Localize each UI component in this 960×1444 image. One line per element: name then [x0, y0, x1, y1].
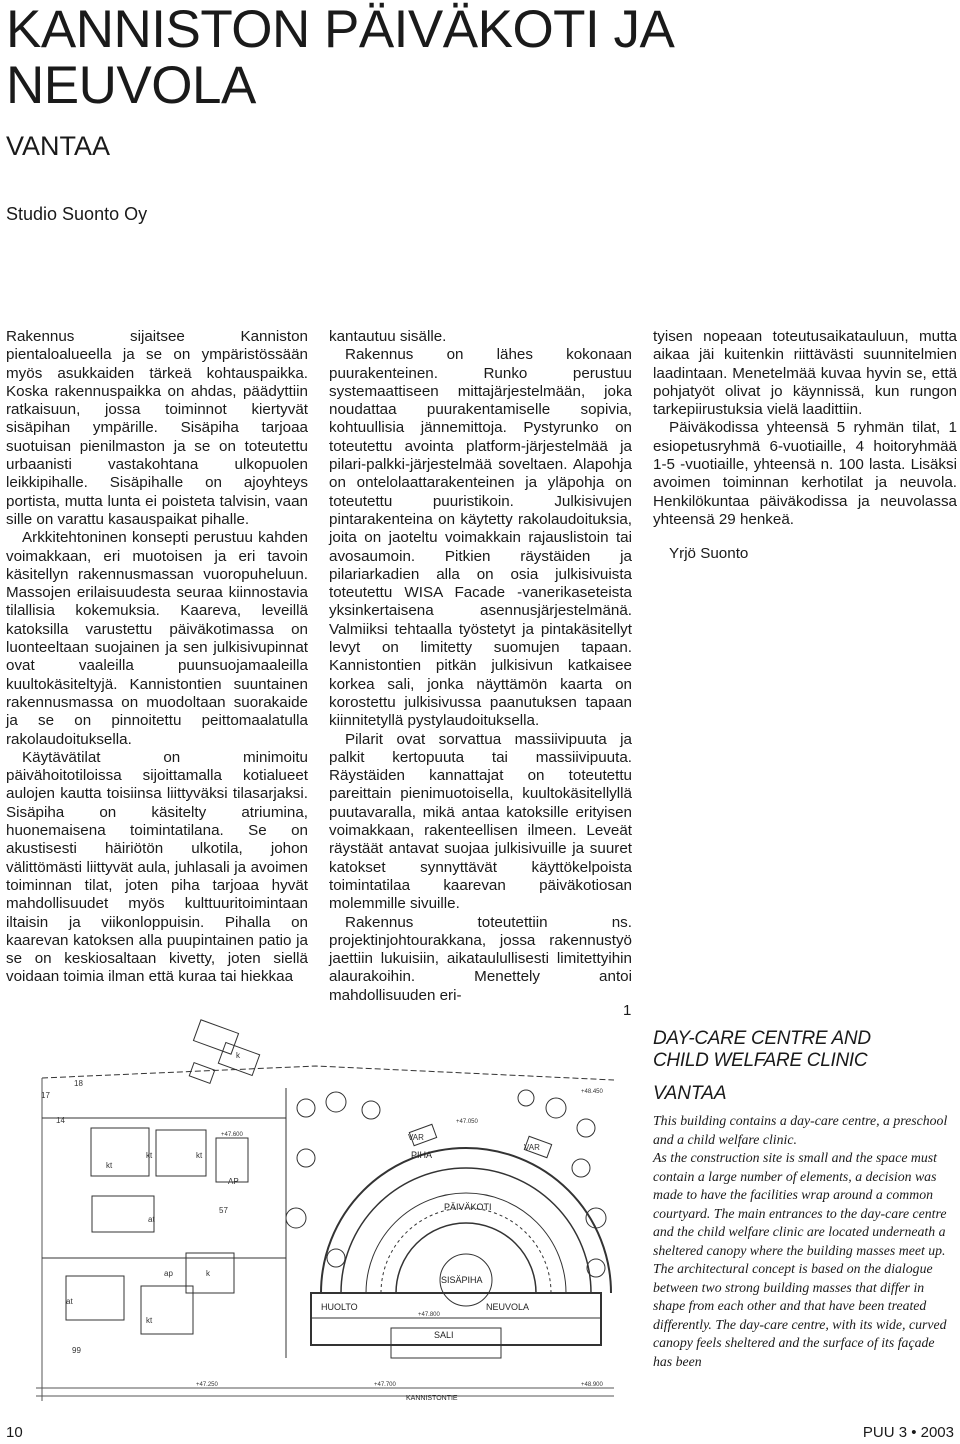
- title-line-1: KANNISTON PÄIVÄKOTI JA: [6, 0, 675, 59]
- site-plan-drawing: [36, 1018, 614, 1401]
- paragraph: Rakennus sijaitsee Kanniston pientaloalueella ja se on ympäristössään myös asukkaiden tärkeä kohtauspaikka. Koska rakennuspaikka on ahdas, päädyttiin ratkaisuun, jossa toiminnot kiertyvät sisäpihan ympärille. Sisäpiha tarjoaa suotuisan pienilmaston ja se on toteutettu urbaanisti vastakohtana ulkopuolen leikkipihalle. Sisäpihalle on ajoyhteys portista, mutta lunta ei poisteta talvisin, vaan sille on varattu kasauspaikat pihalle.: [6, 328, 308, 528]
- room-label: kt: [146, 1151, 153, 1160]
- room-label: kt: [196, 1151, 203, 1160]
- room-label: VAR: [408, 1133, 424, 1142]
- room-label: kt: [146, 1316, 153, 1325]
- plot-number: 14: [56, 1116, 65, 1125]
- paragraph: tyisen nopeaan toteutusaikatauluun, mutta aikaa jäi kuitenkin riittävästi suunnitelmien laadintaan. Menetelmää kuvaa hyvin se, että pohjatyöt olivat jo käynnissä, kun rungon tarkepiirustuksia vielä laadittiin.: [653, 328, 957, 419]
- level-label: +47.250: [196, 1382, 218, 1388]
- english-city: VANTAA: [653, 1083, 727, 1104]
- title-line-2: NEUVOLA: [6, 56, 256, 115]
- room-label: k: [236, 1051, 240, 1060]
- plot-number: 17: [41, 1091, 50, 1100]
- room-label: VAR: [524, 1143, 540, 1152]
- english-title-line-2: CHILD WELFARE CLINIC: [653, 1050, 868, 1071]
- plot-number: 99: [72, 1346, 81, 1355]
- level-label: +47.800: [418, 1312, 440, 1318]
- figure-number: 1: [623, 1002, 632, 1019]
- level-label: +47.050: [456, 1119, 478, 1125]
- street-label: KANNISTONTIE: [406, 1395, 458, 1401]
- article-column-2: [329, 328, 632, 1005]
- room-label: kt: [106, 1161, 113, 1170]
- level-label: +48.450: [581, 1089, 603, 1095]
- paragraph: Käytävätilat on minimoitu päivähoitotiloissa sijoittamalla kotialueet aulojen kautta toisiinsa liittyväksi tilasarjaksi. Sisäpiha on käsitelty atriumina, huonemaisena toimintatilana. Se on akustisesti häiriötön ulkotila, johon välittömästi liittyvät aula, juhlasali ja avoimen toiminnan tilat, joten piha tarjoaa hyvät mahdollisuudet myös kulttuuritoimintaan iltaisin ja viikonloppuisin. Pihalla on kaarevan katoksen alla puupintainen patio ja se on keskiosaltaan kivetty, joten siellä voidaan toimia ilman että kuraa tai hiekkaa: [6, 748, 308, 986]
- area-label-piha: PIHA: [411, 1150, 433, 1160]
- level-label: +47.600: [221, 1132, 243, 1138]
- article-column-1: [6, 328, 308, 987]
- english-paragraph: This building contains a day-care centre, a preschool and a child welfare clinic.: [653, 1113, 948, 1147]
- room-label: ap: [164, 1269, 173, 1278]
- paragraph: Päiväkodissa yhteensä 5 ryhmän tilat, 1 esiopetusryhmä 6-vuotiaille, 4 hoitoryhmää 1-5 -vuotiaille, yhteensä n. 100 lasta. Lisäksi avoimen toiminnan kerhotilat ja neuvola. Henkilökuntaa päiväkodissa ja neuvolassa yhteensä 29 henkeä.: [653, 419, 957, 528]
- city-subtitle: VANTAA: [6, 131, 111, 161]
- level-label: +48.900: [581, 1382, 603, 1388]
- paragraph: kantautuu sisälle.: [329, 328, 447, 345]
- article-column-3: [653, 328, 957, 564]
- area-label-sali: SALI: [434, 1330, 454, 1340]
- page-number: 10: [6, 1424, 23, 1441]
- room-label: at: [148, 1215, 155, 1224]
- paragraph: Arkkitehtoninen konsepti perustuu kahden voimakkaan, eri muotoisen ja eri tavoin käsitellyn rakennusmassan vuoropuheluun. Massojen erilaisuudesta seuraa kiinnostavia tilallisia kokemuksia. Kaareva, leveillä katoksilla varustettu päiväkotimassa on luonteeltaan suojainen ja sen julkisivupinnat ovat vaaleilla puunsuojamaaleilla kuultokäsiteltyjä. Kannistontien suuntainen rakennusmassa on muodoltaan suorakaide ja se on pinnoitettu peittomaalatulla rakolaudoituksella.: [6, 529, 308, 748]
- area-label-huolto: HUOLTO: [321, 1302, 358, 1312]
- author-signature: Yrjö Suonto: [669, 545, 749, 563]
- page-title: [6, 2, 906, 114]
- area-label-neuvola: NEUVOLA: [486, 1302, 530, 1312]
- room-label: k: [206, 1269, 210, 1278]
- english-paragraph: As the construction site is small and the space must contain a large number of elements, a decision was made to have the facilities wrap around a common courtyard. The main entrances to the day-care centre and the child welfare clinic are located underneath a sheltered canopy where the building masses meet up.: [653, 1150, 947, 1258]
- paragraph: Pilarit ovat sorvattua massiivipuuta ja palkit kertopuuta tai massiivipuuta. Räystäiden kannattajat on toteutettu pareittain pienimuotoisella, kuultokäsitellyllä puutavaralla, mikä antaa katoksille erityisen voimakkaan, rakenteellisen ilmeen. Leveät räystäät antavat suojaa julkisivuille ja suuret katokset synnyttävät käyttökelpoista toimintatilaa kaarevan päiväkotiosan molemmille sivuille.: [329, 730, 632, 913]
- english-title-line-1: DAY-CARE CENTRE AND: [653, 1028, 871, 1049]
- architect-name: Studio Suonto Oy: [6, 204, 148, 224]
- room-label: AP: [228, 1177, 239, 1186]
- plot-number: 18: [74, 1079, 83, 1088]
- room-label: at: [66, 1297, 73, 1306]
- english-summary: [653, 1112, 955, 1371]
- area-label-sisapiha: SISÄPIHA: [441, 1275, 483, 1285]
- issue-footer: PUU 3 • 2003: [862, 1424, 954, 1441]
- english-paragraph: The architectural concept is based on the dialogue between two strong building masses that differ in shape from each other and that have been treated differently. The day-care centre, with its wide, curved canopy feels sheltered and the surface of its façade has been: [653, 1261, 947, 1369]
- plot-number: 57: [219, 1206, 228, 1215]
- paragraph: Rakennus on lähes kokonaan puurakenteinen. Runko perustuu systemaattiseen mittajärjestelmään, joka noudattaa puurakentamiselle sopivia, kohtuullisia jännemittoja. Pystyrunko on toteutettu avointa platform-järjestelmää ja pilari-palkki-järjestelmää soveltaen. Alapohja on ontelolaattarakenteinen ja yläpohja on toteutettu puuristikoin. Julkisivujen pintarakenteina on käytetty rakolaudoituksia, joita on jaoteltu voimakkain rajauslistoin tai avosaumoin. Pitkien räystäiden ja pilariarkadien alla on osia julkisivuista toteutettu WISA Facade -vanerikaseteista yksinkertaisena asennusjärjestelmänä. Valmiiksi tehtaalla työstetyt ja pintakäsitellyt levyt on limitetty suomujen tapaan. Kannistontien pitkän julkisivun katkaisee korkea sali, jonka näyttämön kaarta on korostettu julkisivussa paanutuksen tapaan kiinnitetyllä pystylaudoituksella.: [329, 346, 632, 730]
- level-label: +47.700: [374, 1382, 396, 1388]
- paragraph: Rakennus toteutettiin ns. projektinjohtourakkana, jossa rakennustyö jaettiin lukuisiin, aikataulullisesti limitettyihin alaurakoihin. Menettely antoi mahdollisuuden eri-: [329, 913, 632, 1004]
- area-label-paivakoti: PÄIVÄKOTI: [444, 1202, 492, 1212]
- english-title: [653, 1028, 953, 1072]
